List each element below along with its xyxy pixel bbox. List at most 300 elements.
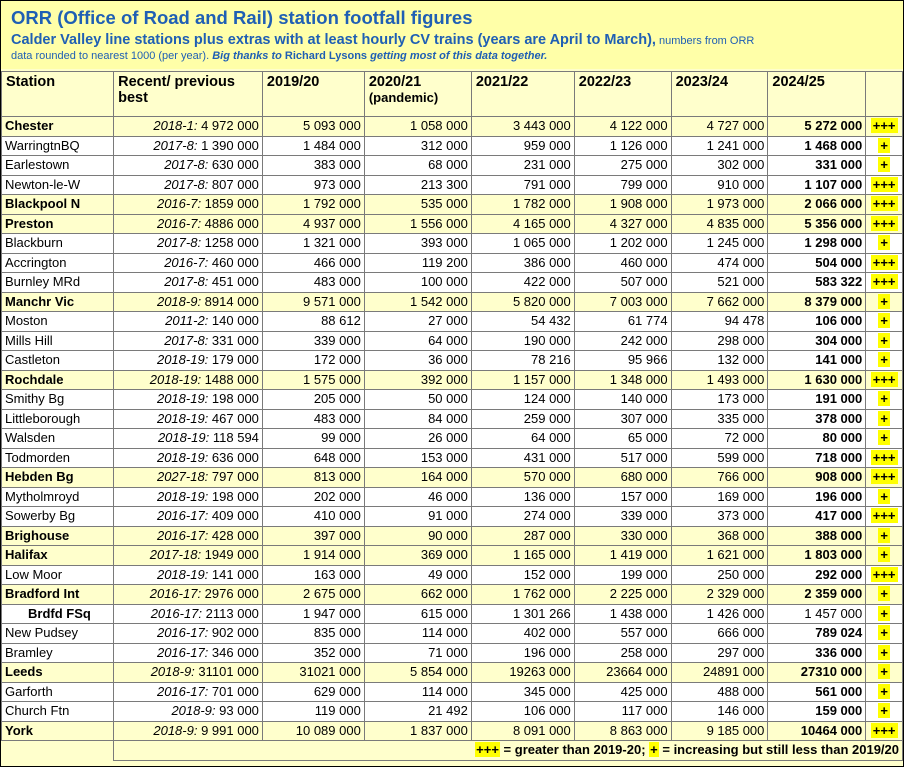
station-name: Blackpool N (2, 195, 114, 215)
footfall-y3: 1 165 000 (471, 546, 574, 566)
station-name: Halifax (2, 546, 114, 566)
footfall-y3: 959 000 (471, 136, 574, 156)
footfall-y5: 521 000 (671, 273, 768, 293)
trend-mark-text: + (880, 391, 888, 407)
table-row (2, 604, 903, 624)
best-value: 2113 000 (202, 605, 259, 621)
footfall-y3: 78 216 (471, 351, 574, 371)
recent-best (114, 234, 263, 254)
trend-mark-text: +++ (872, 176, 896, 192)
station-name: Sowerby Bg (2, 507, 114, 527)
footfall-y4: 4 122 000 (574, 117, 671, 137)
footfall-y1: 202 000 (262, 487, 364, 507)
table-row (2, 370, 903, 390)
trend-mark (866, 156, 903, 176)
col-2020-21-sub: (pandemic) (368, 90, 439, 105)
table-row (2, 702, 903, 722)
footfall-y2: 1 058 000 (364, 117, 471, 137)
footfall-y5: 4 835 000 (671, 214, 768, 234)
footfall-y2: 114 000 (364, 682, 471, 702)
footfall-y6: 331 000 (768, 156, 866, 176)
footfall-y5: 146 000 (671, 702, 768, 722)
best-value: 141 000 (208, 566, 259, 582)
trend-mark-text: + (880, 644, 888, 660)
table-row (2, 195, 903, 215)
footfall-y4: 680 000 (574, 468, 671, 488)
footfall-y6: 5 356 000 (768, 214, 866, 234)
footfall-y5: 910 000 (671, 175, 768, 195)
trend-mark-text: +++ (872, 449, 896, 465)
subtitle-note: numbers from ORR (655, 35, 755, 47)
trend-mark (866, 604, 903, 624)
footfall-y2: 36 000 (364, 351, 471, 371)
note-end: getting most of this data together. (367, 50, 548, 62)
best-year: 2016-17: (149, 586, 202, 602)
footfall-y2: 662 000 (364, 585, 471, 605)
station-name: Brdfd FSq (2, 604, 114, 624)
footfall-y4: 799 000 (574, 175, 671, 195)
footfall-y5: 169 000 (671, 487, 768, 507)
footfall-y3: 1 301 266 (471, 604, 574, 624)
footfall-y6: 80 000 (768, 429, 866, 449)
footfall-y6: 908 000 (768, 468, 866, 488)
table-row (2, 429, 903, 449)
table-row (2, 643, 903, 663)
table-row (2, 487, 903, 507)
table-row (2, 448, 903, 468)
trend-mark-text: +++ (872, 469, 896, 485)
col-2020-21-label: 2020/21 (368, 74, 422, 90)
trend-mark-text: + (880, 313, 888, 329)
footfall-y5: 132 000 (671, 351, 768, 371)
footfall-y4: 140 000 (574, 390, 671, 410)
footfall-y6: 561 000 (768, 682, 866, 702)
best-value: 1 390 000 (197, 137, 259, 153)
recent-best (114, 448, 263, 468)
footfall-y4: 425 000 (574, 682, 671, 702)
footfall-y1: 4 937 000 (262, 214, 364, 234)
footfall-y1: 383 000 (262, 156, 364, 176)
best-value: 140 000 (208, 313, 259, 329)
best-value: 9 991 000 (197, 722, 259, 738)
footfall-y1: 2 675 000 (262, 585, 364, 605)
trend-mark (866, 136, 903, 156)
footfall-y6: 292 000 (768, 565, 866, 585)
header-block (1, 1, 903, 69)
best-value: 31101 000 (194, 664, 259, 680)
footfall-y3: 287 000 (471, 526, 574, 546)
recent-best (114, 585, 263, 605)
station-name: Mytholmroyd (2, 487, 114, 507)
footfall-y5: 72 000 (671, 429, 768, 449)
trend-mark-text: + (880, 332, 888, 348)
footfall-y1: 1 792 000 (262, 195, 364, 215)
trend-mark (866, 468, 903, 488)
trend-mark (866, 409, 903, 429)
trend-mark (866, 273, 903, 293)
footfall-y3: 152 000 (471, 565, 574, 585)
table-row (2, 682, 903, 702)
footfall-y5: 173 000 (671, 390, 768, 410)
best-year: 2018-19: (157, 430, 210, 446)
legend (114, 741, 903, 761)
footfall-y3: 231 000 (471, 156, 574, 176)
footfall-y6: 159 000 (768, 702, 866, 722)
best-year: 2016-17: (150, 605, 203, 621)
header-row (2, 72, 903, 117)
best-value: 630 000 (208, 157, 259, 173)
trend-mark (866, 663, 903, 683)
footfall-y5: 1 241 000 (671, 136, 768, 156)
trend-mark-text: +++ (872, 254, 896, 270)
footfall-y5: 474 000 (671, 253, 768, 273)
trend-mark-text: + (880, 293, 888, 309)
recent-best (114, 312, 263, 332)
trend-mark-text: +++ (872, 118, 896, 134)
station-name: Rochdale (2, 370, 114, 390)
subtitle-text: Calder Valley line stations plus extras with at least hourly CV trains (years are April to March), (11, 32, 656, 48)
best-year: 2017-8: (164, 274, 209, 290)
footfall-y2: 213 300 (364, 175, 471, 195)
footfall-y4: 1 438 000 (574, 604, 671, 624)
station-name: Hebden Bg (2, 468, 114, 488)
footfall-y1: 835 000 (262, 624, 364, 644)
footfall-y5: 9 185 000 (671, 721, 768, 741)
trend-mark-text: +++ (872, 566, 896, 582)
footfall-y2: 615 000 (364, 604, 471, 624)
best-year: 2018-9: (156, 293, 202, 309)
footfall-y2: 49 000 (364, 565, 471, 585)
trend-mark (866, 721, 903, 741)
trend-mark-text: +++ (872, 722, 896, 738)
footfall-y6: 1 468 000 (768, 136, 866, 156)
trend-mark (866, 487, 903, 507)
footfall-y3: 5 820 000 (471, 292, 574, 312)
recent-best (114, 663, 263, 683)
footfall-y2: 90 000 (364, 526, 471, 546)
trend-mark (866, 429, 903, 449)
trend-mark (866, 292, 903, 312)
footfall-y4: 157 000 (574, 487, 671, 507)
recent-best (114, 604, 263, 624)
recent-best (114, 331, 263, 351)
recent-best (114, 721, 263, 741)
footfall-y4: 1 348 000 (574, 370, 671, 390)
footfall-y1: 163 000 (262, 565, 364, 585)
col-2023-24: 2023/24 (671, 72, 768, 117)
table-row (2, 468, 903, 488)
trend-mark (866, 331, 903, 351)
footfall-y1: 973 000 (262, 175, 364, 195)
footfall-y6: 583 322 (768, 273, 866, 293)
station-name: Earlestown (2, 156, 114, 176)
recent-best (114, 370, 263, 390)
trend-mark-text: + (880, 703, 888, 719)
trend-mark-text: + (880, 586, 888, 602)
footfall-y6: 1 803 000 (768, 546, 866, 566)
footfall-y3: 19263 000 (471, 663, 574, 683)
best-year: 2016-17: (156, 508, 209, 524)
footfall-y2: 5 854 000 (364, 663, 471, 683)
station-name: York (2, 721, 114, 741)
table-row (2, 136, 903, 156)
best-year: 2016-7: (156, 196, 202, 212)
best-year: 2018-9: (150, 664, 195, 680)
station-name: New Pudsey (2, 624, 114, 644)
trend-mark (866, 234, 903, 254)
footfall-y2: 68 000 (364, 156, 471, 176)
footfall-y5: 666 000 (671, 624, 768, 644)
legend-text2: = increasing but still less than 2019/20 (658, 742, 899, 758)
footfall-y5: 2 329 000 (671, 585, 768, 605)
footfall-y5: 1 973 000 (671, 195, 768, 215)
footfall-y1: 1 914 000 (262, 546, 364, 566)
footfall-y4: 330 000 (574, 526, 671, 546)
station-name: Leeds (2, 663, 114, 683)
trend-mark (866, 585, 903, 605)
footfall-y6: 417 000 (768, 507, 866, 527)
footfall-y4: 258 000 (574, 643, 671, 663)
trend-mark (866, 507, 903, 527)
station-name: Garforth (2, 682, 114, 702)
table-row (2, 312, 903, 332)
trend-mark-text: + (880, 137, 888, 153)
footfall-y2: 64 000 (364, 331, 471, 351)
col-2019-20: 2019/20 (262, 72, 364, 117)
trend-mark (866, 175, 903, 195)
best-value: 1859 000 (201, 196, 259, 212)
table-row (2, 624, 903, 644)
footfall-y3: 345 000 (471, 682, 574, 702)
trend-mark (866, 370, 903, 390)
trend-mark-text: +++ (872, 508, 896, 524)
footfall-y1: 483 000 (262, 409, 364, 429)
recent-best (114, 409, 263, 429)
best-value: 198 000 (208, 488, 259, 504)
table-row (2, 526, 903, 546)
table-row (2, 409, 903, 429)
footfall-y3: 136 000 (471, 487, 574, 507)
footfall-y3: 8 091 000 (471, 721, 574, 741)
footfall-y3: 259 000 (471, 409, 574, 429)
trend-mark-text: + (880, 547, 888, 563)
footfall-y2: 46 000 (364, 487, 471, 507)
col-mark (866, 72, 903, 117)
table-row (2, 331, 903, 351)
best-year: 2017-8: (164, 176, 209, 192)
footfall-y3: 124 000 (471, 390, 574, 410)
footfall-y3: 1 762 000 (471, 585, 574, 605)
footfall-y3: 791 000 (471, 175, 574, 195)
footfall-y6: 718 000 (768, 448, 866, 468)
footfall-y4: 1 126 000 (574, 136, 671, 156)
footfall-y5: 7 662 000 (671, 292, 768, 312)
trend-mark-text: + (880, 488, 888, 504)
best-year: 2017-8: (153, 137, 198, 153)
credit-note (11, 50, 547, 62)
station-name: Church Ftn (2, 702, 114, 722)
recent-best (114, 253, 263, 273)
recent-best (114, 175, 263, 195)
footfall-y6: 2 359 000 (768, 585, 866, 605)
footfall-y4: 7 003 000 (574, 292, 671, 312)
trend-mark (866, 624, 903, 644)
footfall-y4: 339 000 (574, 507, 671, 527)
best-value: 467 000 (208, 410, 259, 426)
station-name: Manchr Vic (2, 292, 114, 312)
footfall-y3: 190 000 (471, 331, 574, 351)
trend-mark-text: + (880, 664, 888, 680)
recent-best (114, 136, 263, 156)
table-row (2, 663, 903, 683)
station-name: Bradford Int (2, 585, 114, 605)
footfall-y5: 1 426 000 (671, 604, 768, 624)
footfall-y6: 106 000 (768, 312, 866, 332)
footfall-y2: 312 000 (364, 136, 471, 156)
footfall-y4: 61 774 (574, 312, 671, 332)
footfall-y5: 1 621 000 (671, 546, 768, 566)
station-name: Castleton (2, 351, 114, 371)
best-year: 2016-7: (156, 215, 202, 231)
best-year: 2017-8: (156, 235, 202, 251)
footfall-y6: 336 000 (768, 643, 866, 663)
best-value: 93 000 (215, 703, 259, 719)
trend-mark-text: + (880, 683, 888, 699)
footfall-y6: 5 272 000 (768, 117, 866, 137)
best-value: 460 000 (208, 254, 259, 270)
station-name: Newton-le-W (2, 175, 114, 195)
footfall-y2: 71 000 (364, 643, 471, 663)
best-value: 198 000 (208, 391, 259, 407)
footfall-y2: 21 492 (364, 702, 471, 722)
trend-mark-text: +++ (872, 274, 896, 290)
station-name: Todmorden (2, 448, 114, 468)
footfall-y4: 307 000 (574, 409, 671, 429)
recent-best (114, 195, 263, 215)
footfall-y4: 8 863 000 (574, 721, 671, 741)
station-name: Low Moor (2, 565, 114, 585)
footfall-y2: 393 000 (364, 234, 471, 254)
recent-best (114, 468, 263, 488)
station-name: Brighouse (2, 526, 114, 546)
footfall-y4: 275 000 (574, 156, 671, 176)
page-title: ORR (Office of Road and Rail) station footfall figures (11, 7, 473, 28)
table-row (2, 175, 903, 195)
best-year: 2018-19: (156, 410, 209, 426)
footfall-y2: 1 542 000 (364, 292, 471, 312)
footfall-y1: 1 947 000 (262, 604, 364, 624)
footfall-y4: 557 000 (574, 624, 671, 644)
best-year: 2017-8: (164, 157, 209, 173)
legend-mark-plus: + (650, 742, 658, 758)
best-year: 2017-8: (164, 332, 209, 348)
trend-mark-text: + (880, 430, 888, 446)
table-row (2, 546, 903, 566)
table-body (2, 117, 903, 741)
trend-mark (866, 390, 903, 410)
best-year: 2018-9: (171, 703, 216, 719)
footfall-y2: 1 837 000 (364, 721, 471, 741)
trend-mark-text: + (880, 352, 888, 368)
footfall-y2: 1 556 000 (364, 214, 471, 234)
footfall-y6: 388 000 (768, 526, 866, 546)
table-row (2, 156, 903, 176)
footfall-y5: 297 000 (671, 643, 768, 663)
station-name: Smithy Bg (2, 390, 114, 410)
footfall-y4: 2 225 000 (574, 585, 671, 605)
best-value: 409 000 (208, 508, 259, 524)
footfall-y1: 10 089 000 (262, 721, 364, 741)
table-row (2, 585, 903, 605)
best-value: 701 000 (208, 683, 259, 699)
station-name: Moston (2, 312, 114, 332)
footfall-y1: 5 093 000 (262, 117, 364, 137)
table-row (2, 390, 903, 410)
footfall-y4: 4 327 000 (574, 214, 671, 234)
table-row (2, 273, 903, 293)
best-year: 2018-19: (156, 352, 209, 368)
trend-mark-text: + (880, 527, 888, 543)
station-name: Littleborough (2, 409, 114, 429)
recent-best (114, 214, 263, 234)
station-name: WarringtnBQ (2, 136, 114, 156)
footfall-y1: 205 000 (262, 390, 364, 410)
footfall-y1: 31021 000 (262, 663, 364, 683)
best-value: 4886 000 (201, 215, 259, 231)
col-2020-21 (364, 72, 471, 117)
footfall-y1: 88 612 (262, 312, 364, 332)
footfall-y5: 599 000 (671, 448, 768, 468)
trend-mark-text: + (880, 605, 888, 621)
footfall-y6: 196 000 (768, 487, 866, 507)
footfall-y3: 386 000 (471, 253, 574, 273)
footfall-y2: 91 000 (364, 507, 471, 527)
footfall-y1: 397 000 (262, 526, 364, 546)
table-row (2, 117, 903, 137)
recent-best (114, 429, 263, 449)
trend-mark (866, 643, 903, 663)
best-year: 2016-17: (156, 644, 209, 660)
col-best (114, 72, 263, 117)
footfall-y5: 1 493 000 (671, 370, 768, 390)
best-year: 2016-17: (156, 625, 209, 641)
best-year: 2018-19: (156, 488, 209, 504)
footfall-y2: 369 000 (364, 546, 471, 566)
footfall-y2: 535 000 (364, 195, 471, 215)
trend-mark-text: + (880, 410, 888, 426)
best-year: 2027-18: (156, 469, 209, 485)
footfall-y5: 250 000 (671, 565, 768, 585)
footfall-y3: 431 000 (471, 448, 574, 468)
best-year: 2018-1: (153, 118, 198, 134)
footfall-y1: 813 000 (262, 468, 364, 488)
best-value: 1258 000 (201, 235, 259, 251)
footfall-y3: 4 165 000 (471, 214, 574, 234)
best-year: 2018-19: (149, 371, 202, 387)
recent-best (114, 487, 263, 507)
legend-mark-plus3: +++ (476, 742, 499, 758)
legend-row (2, 741, 903, 761)
trend-mark (866, 682, 903, 702)
trend-mark (866, 253, 903, 273)
footfall-y2: 392 000 (364, 370, 471, 390)
recent-best (114, 643, 263, 663)
footfall-y4: 199 000 (574, 565, 671, 585)
footfall-y1: 1 484 000 (262, 136, 364, 156)
footfall-y5: 488 000 (671, 682, 768, 702)
best-year: 2018-19: (156, 566, 209, 582)
table-row (2, 234, 903, 254)
